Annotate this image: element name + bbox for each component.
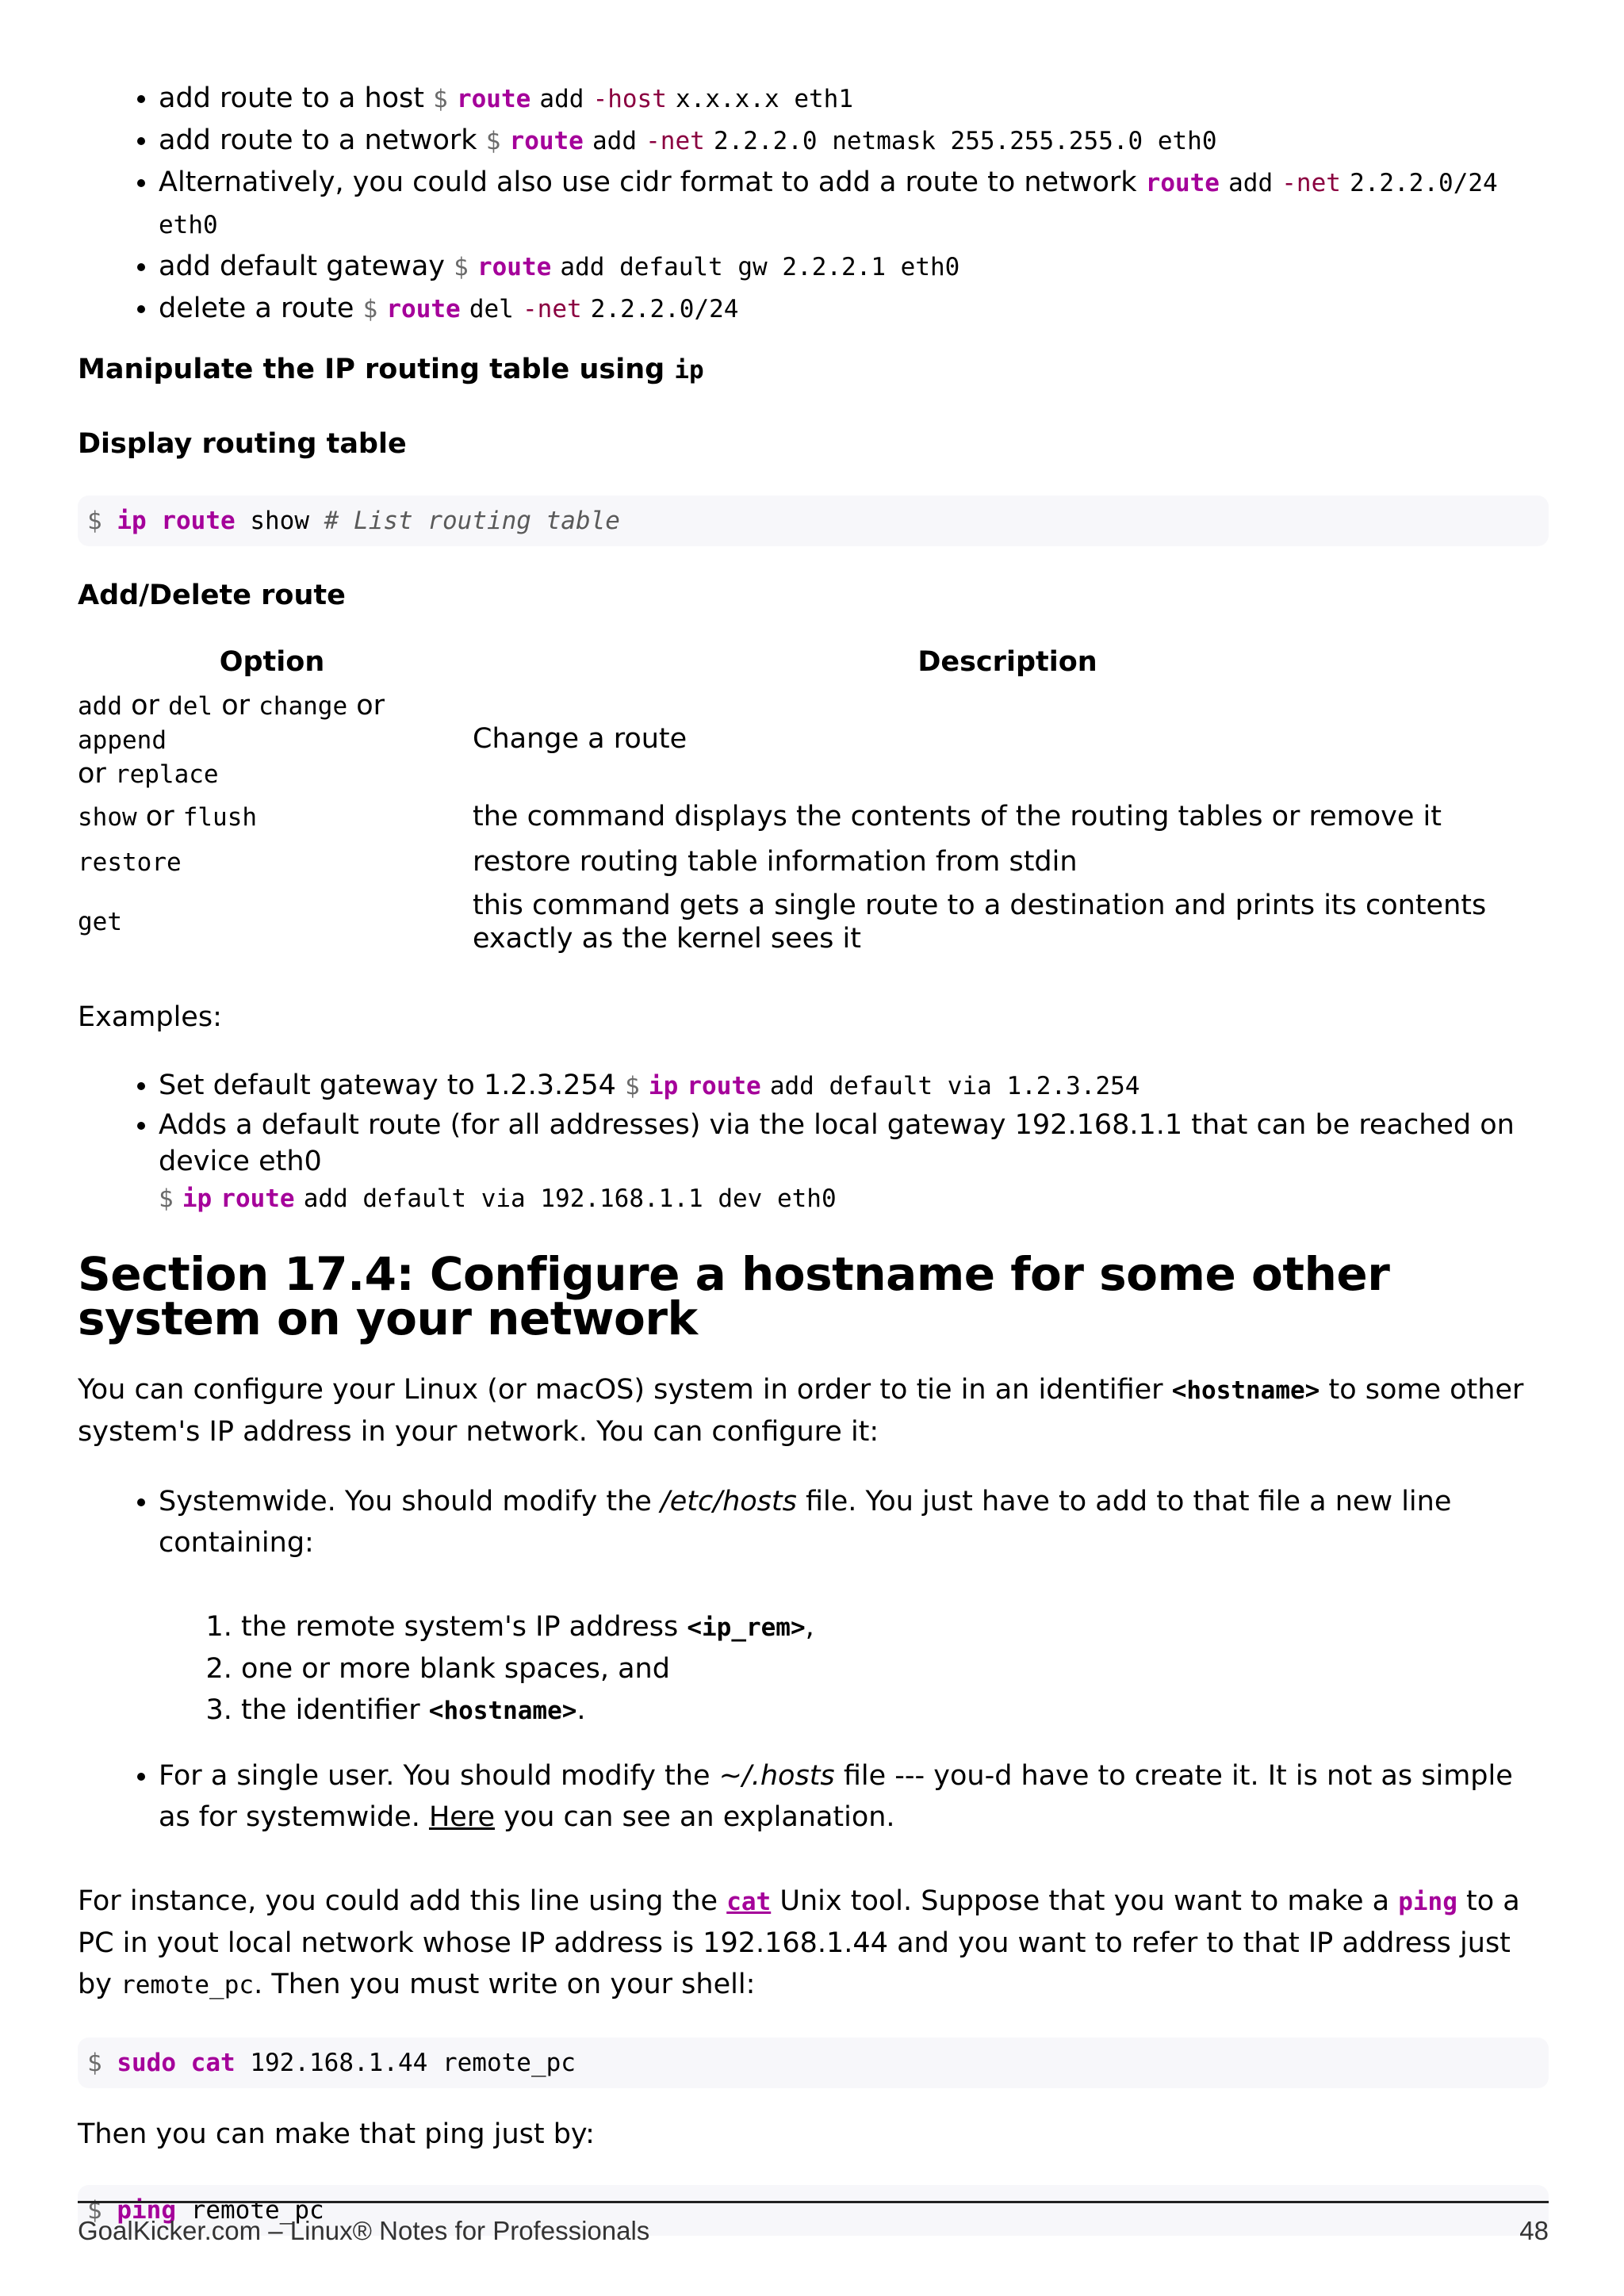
page-footer (78, 2201, 1549, 2250)
list-item: • Set default gateway to 1.2.3.254 $ ip route add default via 1.2.3.254 (159, 1065, 1549, 1107)
list-item: • For a single user. You should modify the ~/.hosts file --- you-d have to create it. It is not as simple as for systemwide. Here you can see an explanation. (159, 1755, 1549, 1838)
list-item: • Adds a default route (for all addresses) via the local gateway 192.168.1.1 that can be reached on device eth0 $ ip route add default via 192.168.1.1 dev eth0 (159, 1107, 1549, 1217)
option-cell: restore (78, 848, 182, 878)
instance-paragraph: For instance, you could add this line using the cat Unix tool. Suppose that you want to make a ping to a PC in yout local network whose IP address is 192.168.1.44 and you want to refer to that IP address just by remote_pc. Then you must write on your shell: (78, 1885, 1520, 2000)
page-content (78, 70, 1549, 2236)
heading-add-delete-route: Add/Delete route (78, 580, 346, 612)
list-item: • add route to a network $ route add -net 2.2.2.0 netmask 255.255.255.0 eth0 (159, 120, 1549, 162)
list-item: • delete a route $ route del -net 2.2.2.0/24 (159, 288, 1549, 330)
intro-paragraph: You can configure your Linux (or macOS) system in order to tie in an identifier <hostname> to some other system's IP address in your network. You can configure it: (78, 1373, 1524, 1448)
list-item: 3. the identifier <hostname>. (241, 1689, 1549, 1732)
code-block-ip-route-show: $ ip route show # List routing table (78, 496, 1549, 546)
table-row (75, 840, 1545, 886)
description-cell: this command gets a single route to a destination and prints its contents exactly as the kernel sees it (473, 890, 1487, 955)
ip-examples-list (78, 1065, 1549, 1217)
description-cell: restore routing table information from stdin (473, 846, 1078, 878)
cat-link[interactable]: cat (726, 1887, 772, 1916)
heading-ip-routing: Manipulate the IP routing table using ip (78, 354, 704, 385)
heading-display-routing: Display routing table (78, 427, 407, 460)
table-row (75, 686, 1545, 794)
option-cell: get (78, 908, 122, 937)
then-paragraph: Then you can make that ping just by: (78, 2118, 595, 2150)
code-block-sudo-cat: $ sudo cat 192.168.1.44 remote_pc (78, 2038, 1549, 2088)
footer-source: GoalKicker.com – Linux® Notes for Professionals (78, 2216, 650, 2245)
options-table (75, 640, 1545, 959)
column-header-description: Description (917, 646, 1097, 679)
table-row (75, 794, 1545, 840)
option-cell: add or del or change or append or replace (78, 689, 385, 790)
description-cell: the command displays the contents of the routing tables or remove it (473, 800, 1442, 832)
description-cell: Change a route (473, 723, 688, 756)
list-item: • Alternatively, you could also use cidr format to add a route to network route add -net 2.2.2.0/24 eth0 (159, 162, 1549, 246)
table-header-row (75, 640, 1545, 686)
list-item: 2. one or more blank spaces, and (241, 1648, 1549, 1689)
list-item: 1. the remote system's IP address <ip_rem>, (241, 1606, 1549, 1648)
option-cell: show or flush (78, 800, 258, 832)
configure-options-list (78, 1481, 1549, 1838)
code-block-ping: $ ping remote_pc (78, 2185, 1549, 2236)
column-header-option: Option (219, 646, 325, 679)
route-command-list (78, 78, 1549, 330)
examples-label: Examples: (78, 1001, 222, 1034)
section-title: Section 17.4: Configure a hostname for some other system on your network (78, 1246, 1390, 1345)
here-link[interactable]: Here (428, 1800, 495, 1833)
list-item: • add route to a host $ route add -host x.x.x.x eth1 (159, 78, 1549, 120)
page-number: 48 (1519, 2216, 1549, 2245)
list-item: • add default gateway $ route add default gw 2.2.2.1 eth0 (159, 246, 1549, 288)
list-item: • Systemwide. You should modify the /etc/hosts file. You just have to add to that file a new line containing: 1. the remote system's IP address <ip_rem>, 2. one or more blank spaces, and 3. the identifier <hostname>. (159, 1481, 1549, 1732)
table-row (75, 886, 1545, 959)
hosts-line-steps (78, 1606, 1549, 1732)
